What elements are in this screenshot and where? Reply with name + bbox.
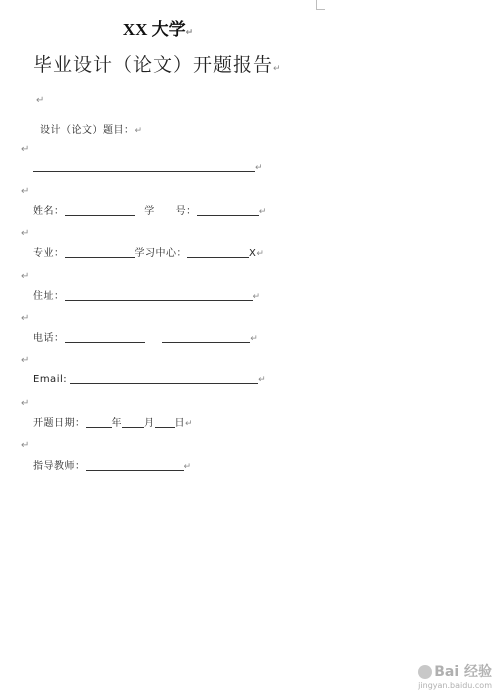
advisor-field[interactable] [86, 459, 184, 471]
major-field[interactable] [65, 246, 135, 258]
page-corner-mark [316, 0, 325, 10]
baidu-jingyan-watermark: Bai 经验 jingyan.baidu.com [418, 664, 492, 690]
email-field[interactable] [70, 372, 258, 384]
address-field[interactable] [65, 289, 253, 301]
topic-field[interactable]: ↵ [33, 160, 263, 173]
paw-icon [418, 665, 432, 679]
major-and-center-row: 专业： 学习中心： X↵ [33, 248, 265, 259]
year-field[interactable] [86, 416, 112, 428]
advisor-row: 指导教师： ↵ [33, 461, 192, 472]
student-id-field[interactable] [197, 204, 259, 216]
email-row: Email: ↵ [33, 374, 267, 385]
address-row: 住址： ↵ [33, 291, 261, 302]
paragraph-mark: ↵ [21, 398, 30, 409]
paragraph-mark: ↵ [21, 355, 30, 366]
day-field[interactable] [155, 416, 175, 428]
name-and-id-row: 姓名： 学 号： ↵ [33, 206, 267, 217]
paragraph-mark: ↵ [21, 313, 30, 324]
paragraph-mark: ↵ [21, 144, 30, 155]
paragraph-mark: ↵ [21, 186, 30, 197]
paragraph-mark: ↵ [21, 271, 30, 282]
phone-field-2[interactable] [162, 331, 250, 343]
phone-field-1[interactable] [65, 331, 145, 343]
name-field[interactable] [65, 204, 135, 216]
report-title: 毕业设计（论文）开题报告↵ [33, 54, 282, 76]
topic-label: 设计（论文）题目：↵ [40, 125, 143, 136]
paragraph-mark: ↵ [21, 440, 30, 451]
study-center-field[interactable] [187, 246, 249, 258]
phone-row: 电话： ↵ [33, 333, 259, 344]
paragraph-mark: ↵ [21, 228, 30, 239]
paragraph-mark: ↵ [36, 95, 45, 106]
month-field[interactable] [122, 416, 144, 428]
university-name: XX 大学↵ [122, 20, 194, 39]
start-date-row: 开题日期： 年 月 日↵ [33, 418, 194, 429]
